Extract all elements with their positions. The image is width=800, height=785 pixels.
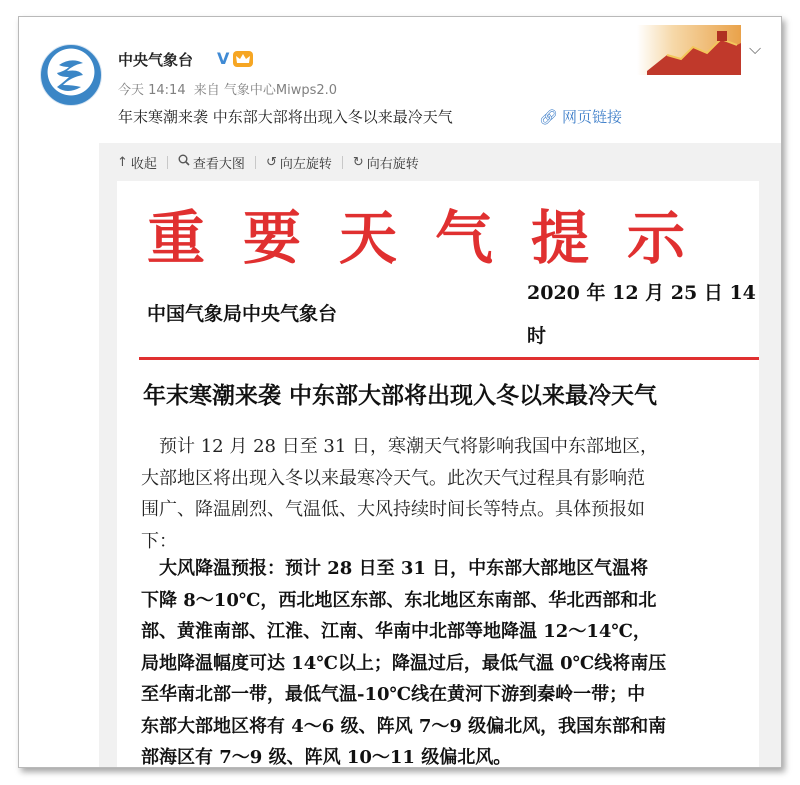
great-wall-banner-icon [637, 25, 741, 75]
image-viewer [99, 143, 781, 767]
notice-date-hour: 时 [527, 325, 547, 347]
notice-paragraph-2 [141, 553, 741, 768]
crown-icon [233, 51, 253, 67]
rotate-left-icon: ↺ [265, 154, 277, 170]
paragraph-line: 部、黄淮南部、江淮、江南、华南中北部等地降温 12～14℃， [141, 621, 651, 642]
paragraph-line: 围广、降温剧烈、气温低、大风持续时间长等特点。具体预报如 [141, 499, 645, 520]
paragraph-line: 部海区有 7～9 级、阵风 10～11 级偏北风。 [141, 747, 512, 768]
rotate-left-label: 向左旋转 [279, 156, 332, 172]
red-divider [139, 357, 759, 360]
notice-issuer: 中国气象局中央气象台 [147, 303, 338, 325]
user-name[interactable]: 中央气象台 [118, 51, 194, 69]
magnifier-icon [178, 154, 190, 170]
divider [342, 156, 343, 169]
timestamp[interactable]: 今天 14:14 [118, 83, 186, 98]
rotate-right-button[interactable] [353, 153, 419, 172]
collapse-label: 收起 [130, 156, 157, 172]
view-large-button[interactable] [178, 153, 245, 172]
paragraph-line: 大部地区将出现入冬以来最寒冷天气。此次天气过程具有影响范 [141, 467, 645, 489]
paragraph-line: 局地降温幅度可达 14℃以上；降温过后，最低气温 0℃线将南压 [141, 652, 667, 674]
notice-title: 重要天气提示 [147, 204, 724, 272]
member-badge-icon [233, 51, 253, 67]
verified-icon: V [217, 49, 230, 68]
avatar[interactable] [40, 44, 102, 106]
post-meta [118, 79, 337, 98]
arrow-up-icon: ↑ [117, 154, 128, 170]
post-source[interactable]: 来自 气象中心Miwps2.0 [193, 83, 338, 98]
weather-notice-image[interactable] [117, 181, 759, 768]
rotate-right-label: 向右旋转 [366, 156, 419, 172]
view-large-label: 查看大图 [192, 156, 245, 172]
paragraph-line: 大风降温预报：预计 28 日至 31 日，中东部大部地区气温将 [141, 558, 649, 579]
paragraph-line: 预计 12 月 28 日至 31 日，寒潮天气将影响我国中东部地区， [141, 436, 659, 457]
notice-paragraph-1 [141, 431, 741, 557]
notice-headline: 年末寒潮来袭 中东部大部将出现入冬以来最冷天气 [143, 382, 658, 409]
link-icon: 🔗︎ [539, 108, 559, 126]
rotate-left-button[interactable] [266, 153, 332, 172]
paragraph-line: 下： [141, 530, 177, 552]
image-toolbar [117, 151, 419, 173]
link-label: 网页链接 [562, 108, 623, 126]
post-text: 年末寒潮来袭 中东部大部将出现入冬以来最冷天气 [118, 108, 453, 126]
chevron-down-icon[interactable]: ⌵ [749, 39, 762, 58]
divider [255, 156, 256, 169]
collapse-button[interactable] [117, 153, 157, 172]
logo-icon [53, 55, 89, 95]
notice-date: 2020 年 12 月 25 日 14 [527, 282, 756, 304]
rotate-right-icon: ↻ [352, 154, 364, 170]
divider [167, 156, 168, 169]
webpage-link[interactable] [539, 106, 622, 127]
weibo-post-card [18, 16, 782, 768]
paragraph-line: 下降 8～10℃，西北地区东部、东北地区东南部、华北西部和北 [141, 589, 657, 611]
paragraph-line: 至华南北部一带，最低气温-10℃线在黄河下游到秦岭一带；中 [141, 684, 646, 705]
paragraph-line: 东部大部地区将有 4～6 级、阵风 7～9 级偏北风，我国东部和南 [141, 715, 667, 737]
